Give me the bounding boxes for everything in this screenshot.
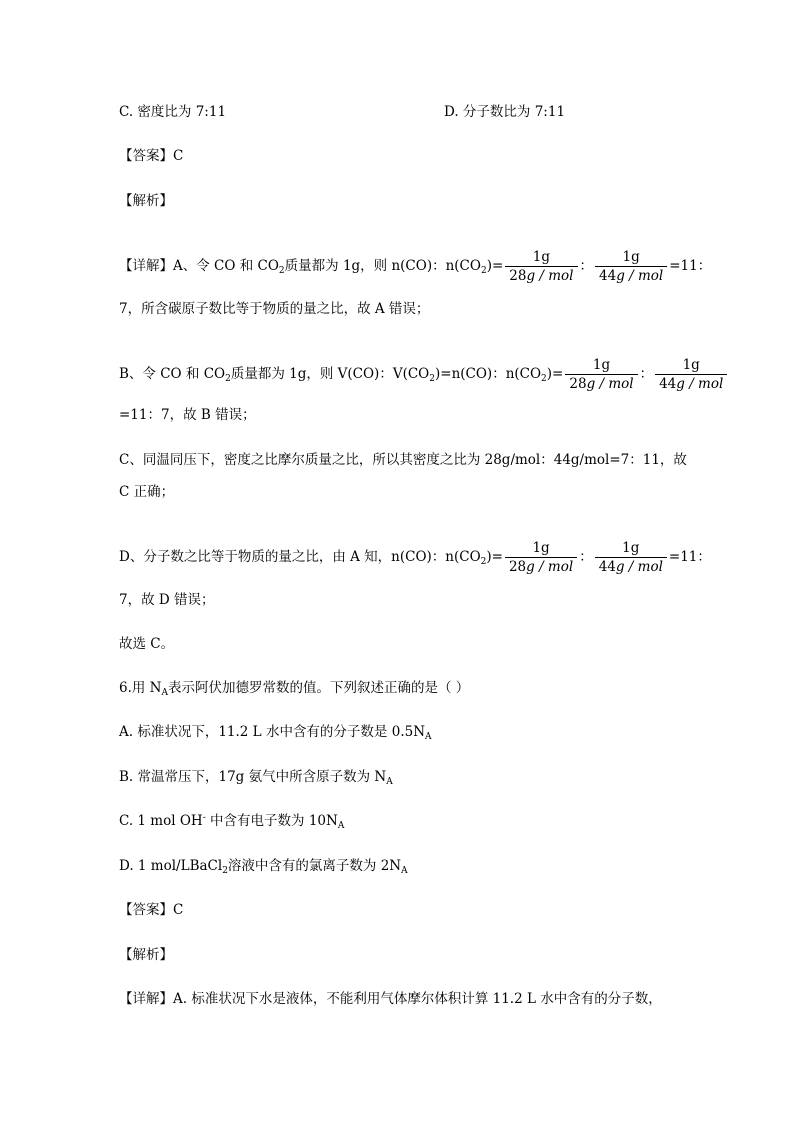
detail-c-line2: C 正确；: [119, 484, 175, 500]
detail-b-line2: =11：7，故 B 错误；: [119, 407, 256, 423]
detail-d-line1: D、分子数之比等于物质的量之比，由 A 知，n(CO)：$n(CO_2)=$ $\frac{1g}{\text{28g / mol}}$ ： $\frac{1g}{\text{44g / mol}}$ =11：: [119, 540, 711, 575]
fraction-28: $\frac{1g}{\text{28g / mol}}$: [565, 356, 637, 393]
detail-b-line1: B、令 CO 和 $CO_2$质量都为 1g，则 V(CO)：$V(CO_2)=n(CO)$：$n(CO_2)=$ $\frac{1g}{\text{28g / mol}}$ ： $\frac{1g}{\text{44g / mol}}$: [119, 356, 729, 393]
option-d: D. 分子数比为 7:11: [444, 104, 566, 120]
fraction-44: $\frac{1g}{\text{44g / mol}}$: [595, 539, 667, 576]
detail-q6-a: 【详解】A. 标准状况下水是液体，不能利用气体摩尔体积计算 11.2 L 水中含有的分子数，: [119, 991, 662, 1007]
fraction-44: $\frac{1g}{\text{44g / mol}}$: [595, 248, 667, 285]
answer-q6: 【答案】C: [119, 902, 184, 918]
fraction-28: $\frac{1g}{\text{28g / mol}}$: [505, 539, 577, 576]
analysis-heading-q5: 【解析】: [119, 193, 173, 209]
question-6-stem: 6.用 $N_A$表示阿伏加德罗常数的值。下列叙述正确的是（ ）: [119, 680, 470, 698]
detail-a-line1: 【详解】A、令 CO 和 $CO_2$质量都为 1g，则 n(CO)：$n(CO_2)=$ $\frac{1g}{\text{28g / mol}}$ ： $\frac{1g}{\text{44g / mol}}$ =11：: [119, 249, 712, 284]
q6-option-c: C. 1 mol OH- 中含有电子数为 $10N_A$: [119, 813, 345, 831]
option-c: C. 密度比为 7:11: [119, 104, 227, 120]
detail-d-line2: 7，故 D 错误；: [119, 592, 215, 608]
conclusion-q5: 故选 C。: [119, 636, 175, 652]
detail-a-line2: 7，所含碳原子数比等于物质的量之比，故 A 错误；: [119, 301, 430, 317]
detail-c-line1: C、同温同压下，密度之比摩尔质量之比，所以其密度之比为 28g/mol：44g/mol=7：11，故: [119, 452, 687, 468]
q6-option-a: A. 标准状况下，11.2 L 水中含有的分子数是 $0.5N_A$: [119, 724, 432, 742]
fraction-28: $\frac{1g}{\text{28g / mol}}$: [505, 248, 577, 285]
answer-q5: 【答案】C: [119, 148, 184, 164]
analysis-heading-q6: 【解析】: [119, 947, 173, 963]
q6-option-d: D. 1 mol/LBaCl$_2$溶液中含有的氯离子数为 $2N_A$: [119, 858, 408, 876]
fraction-44: $\frac{1g}{\text{44g / mol}}$: [655, 356, 727, 393]
q6-option-b: B. 常温常压下，17g 氨气中所含原子数为 $N_A$: [119, 769, 393, 787]
